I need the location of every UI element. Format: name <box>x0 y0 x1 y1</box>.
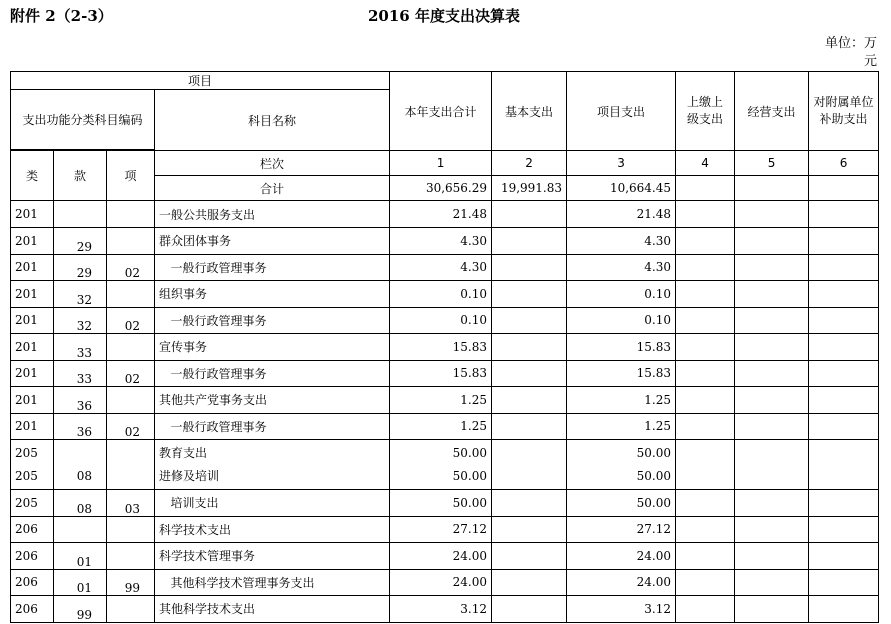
cell-name-text: 一般行政管理事务 <box>170 366 267 381</box>
cell-total: 50.00 <box>390 490 492 517</box>
cell-upper <box>676 543 735 570</box>
col-no-5: 5 <box>735 151 809 176</box>
cell-total: 1.25 <box>390 387 492 414</box>
cell-total: 15.83 <box>390 360 492 387</box>
cell-upper <box>676 334 735 361</box>
cell-name-text: 组织事务 <box>159 287 208 302</box>
cell-total: 0.10 <box>390 307 492 334</box>
cell-basic <box>492 307 567 334</box>
header-upper <box>676 72 735 151</box>
cell-business <box>735 543 809 570</box>
cell-kuan: 01 <box>54 569 107 596</box>
cell-name-text: 培训支出 <box>170 496 219 511</box>
cell-lei: 201 <box>11 307 54 334</box>
indent <box>159 576 170 590</box>
header-func-code: 支出功能分类科目编码 <box>11 90 155 150</box>
table-row <box>11 413 879 440</box>
indent <box>159 367 170 381</box>
cell-name <box>155 440 390 490</box>
cell-basic <box>492 543 567 570</box>
cell-lei: 201 <box>11 413 54 440</box>
summary-subsidy <box>809 176 879 201</box>
cell-xiang <box>107 387 155 414</box>
table-row <box>11 307 879 334</box>
cell-project: 15.83 <box>567 334 676 361</box>
cell-upper <box>676 569 735 596</box>
cell-name-text: 一般行政管理事务 <box>170 313 267 328</box>
cell-lei: 205 <box>11 490 54 517</box>
cell-name <box>155 569 390 596</box>
cell-basic <box>492 201 567 228</box>
summary-upper <box>676 176 735 201</box>
cell-kuan: 33 <box>54 334 107 361</box>
cell-kuan: 32 <box>54 307 107 334</box>
cell-kuan-line-1 <box>58 442 92 465</box>
cell-name-text: 群众团体事务 <box>159 234 232 249</box>
cell-kuan: 32 <box>54 281 107 308</box>
cell-subsidy <box>809 387 879 414</box>
cell-kuan: 36 <box>54 413 107 440</box>
cell-total: 15.83 <box>390 334 492 361</box>
cell-basic <box>492 596 567 623</box>
cell-xiang <box>107 543 155 570</box>
cell-basic <box>492 440 567 490</box>
cell-subsidy <box>809 516 879 543</box>
cell-upper <box>676 307 735 334</box>
table-row <box>11 596 879 623</box>
cell-upper <box>676 281 735 308</box>
cell-upper <box>676 490 735 517</box>
col-no-2: 2 <box>492 151 567 176</box>
cell-basic <box>492 387 567 414</box>
header-subject-name: 科目名称 <box>155 90 390 151</box>
cell-total-line-1: 50.00 <box>452 445 488 460</box>
header-basic: 基本支出 <box>492 72 567 151</box>
cell-business <box>735 596 809 623</box>
cell-xiang: 02 <box>107 254 155 281</box>
summary-project: 10,664.45 <box>567 176 676 201</box>
cell-subsidy <box>809 596 879 623</box>
cell-kuan: 29 <box>54 254 107 281</box>
cell-xiang <box>107 281 155 308</box>
cell-xiang: 02 <box>107 360 155 387</box>
cell-xiang <box>107 596 155 623</box>
unit-label: 单位：万元 <box>824 36 877 69</box>
table-row <box>11 440 879 490</box>
cell-total-line-2: 50.00 <box>452 468 488 483</box>
cell-basic <box>492 334 567 361</box>
cell-lei <box>11 440 54 490</box>
cell-xiang <box>107 228 155 255</box>
summary-business <box>735 176 809 201</box>
col-no-4: 4 <box>676 151 735 176</box>
cell-subsidy <box>809 201 879 228</box>
cell-total: 4.30 <box>390 228 492 255</box>
cell-project: 15.83 <box>567 360 676 387</box>
header-xiang: 项 <box>107 151 155 201</box>
cell-total: 24.00 <box>390 569 492 596</box>
cell-kuan <box>54 516 107 543</box>
summary-label: 合计 <box>155 176 390 201</box>
table-row <box>11 516 879 543</box>
cell-total: 0.10 <box>390 281 492 308</box>
cell-basic <box>492 360 567 387</box>
cell-name-text: 科学技术支出 <box>159 522 232 537</box>
attachment-label: 附件 2（2-3） <box>10 7 113 25</box>
table-row <box>11 387 879 414</box>
cell-project-line-2: 50.00 <box>636 468 672 483</box>
cell-subsidy <box>809 281 879 308</box>
cell-upper <box>676 201 735 228</box>
cell-name-text: 一般行政管理事务 <box>170 419 267 434</box>
cell-business <box>735 569 809 596</box>
cell-total: 3.12 <box>390 596 492 623</box>
cell-business <box>735 254 809 281</box>
cell-name <box>155 334 390 361</box>
cell-name-text: 一般公共服务支出 <box>159 207 256 222</box>
cell-upper <box>676 360 735 387</box>
cell-lei: 201 <box>11 387 54 414</box>
cell-project-line-1: 50.00 <box>636 445 672 460</box>
cell-lei: 206 <box>11 543 54 570</box>
cell-kuan: 36 <box>54 387 107 414</box>
indent <box>159 261 170 275</box>
cell-kuan: 08 <box>54 490 107 517</box>
cell-total: 4.30 <box>390 254 492 281</box>
cell-kuan-line-2: 08 <box>76 468 92 483</box>
cell-kuan: 33 <box>54 360 107 387</box>
cell-business <box>735 516 809 543</box>
cell-name-text: 其他科学技术支出 <box>159 602 256 617</box>
header-subsidy <box>809 72 879 151</box>
cell-total: 1.25 <box>390 413 492 440</box>
header-subsidy-text: 对附属单位补助支出 <box>813 95 874 126</box>
cell-name-text: 宣传事务 <box>159 340 208 355</box>
cell-total: 24.00 <box>390 543 492 570</box>
cell-lei: 201 <box>11 281 54 308</box>
cell-lei: 201 <box>11 334 54 361</box>
cell-business <box>735 307 809 334</box>
cell-name <box>155 543 390 570</box>
cell-name <box>155 281 390 308</box>
cell-name <box>155 387 390 414</box>
cell-upper <box>676 440 735 490</box>
cell-xiang <box>107 440 155 490</box>
cell-kuan: 01 <box>54 543 107 570</box>
cell-project: 0.10 <box>567 307 676 334</box>
cell-upper <box>676 413 735 440</box>
col-no-3: 3 <box>567 151 676 176</box>
cell-upper <box>676 254 735 281</box>
cell-basic <box>492 254 567 281</box>
cell-subsidy <box>809 490 879 517</box>
cell-project: 1.25 <box>567 387 676 414</box>
header-business: 经营支出 <box>735 72 809 151</box>
cell-lei: 201 <box>11 201 54 228</box>
table-body <box>11 201 879 623</box>
cell-kuan: 99 <box>54 596 107 623</box>
cell-business <box>735 281 809 308</box>
cell-project: 50.00 <box>567 490 676 517</box>
cell-subsidy <box>809 228 879 255</box>
table-row <box>11 201 879 228</box>
header-total: 本年支出合计 <box>390 72 492 151</box>
header-lei: 类 <box>11 151 54 201</box>
cell-name <box>155 201 390 228</box>
cell-name <box>155 596 390 623</box>
indent <box>159 314 170 328</box>
cell-lei: 206 <box>11 516 54 543</box>
cell-name <box>155 516 390 543</box>
cell-subsidy <box>809 413 879 440</box>
cell-name <box>155 228 390 255</box>
cell-subsidy <box>809 543 879 570</box>
cell-basic <box>492 516 567 543</box>
cell-name-line-1: 教育支出 <box>159 445 208 460</box>
cell-business <box>735 334 809 361</box>
cell-project: 1.25 <box>567 413 676 440</box>
cell-business <box>735 360 809 387</box>
cell-upper <box>676 596 735 623</box>
table-row <box>11 281 879 308</box>
cell-total: 21.48 <box>390 201 492 228</box>
cell-name <box>155 413 390 440</box>
cell-project: 4.30 <box>567 254 676 281</box>
cell-lei: 201 <box>11 228 54 255</box>
col-no-6: 6 <box>809 151 879 176</box>
cell-project: 21.48 <box>567 201 676 228</box>
cell-xiang: 02 <box>107 307 155 334</box>
header-upper-text: 上缴上级支出 <box>687 95 724 126</box>
table-row <box>11 254 879 281</box>
cell-name <box>155 254 390 281</box>
cell-business <box>735 490 809 517</box>
header-project: 项目支出 <box>567 72 676 151</box>
cell-basic <box>492 569 567 596</box>
cell-business <box>735 228 809 255</box>
expenditure-table <box>10 71 879 623</box>
cell-upper <box>676 516 735 543</box>
cell-lei: 206 <box>11 596 54 623</box>
cell-name-text: 其他科学技术管理事务支出 <box>170 575 315 590</box>
summary-total: 30,656.29 <box>390 176 492 201</box>
cell-project: 24.00 <box>567 569 676 596</box>
cell-name-text: 其他共产党事务支出 <box>159 393 268 408</box>
indent <box>159 496 170 510</box>
cell-kuan: 29 <box>54 228 107 255</box>
cell-xiang: 03 <box>107 490 155 517</box>
cell-kuan <box>54 201 107 228</box>
cell-name <box>155 490 390 517</box>
cell-project <box>567 440 676 490</box>
table-row <box>11 490 879 517</box>
cell-kuan <box>54 440 107 490</box>
cell-project: 27.12 <box>567 516 676 543</box>
table-row <box>11 569 879 596</box>
cell-business <box>735 201 809 228</box>
cell-lei: 206 <box>11 569 54 596</box>
cell-name <box>155 360 390 387</box>
cell-xiang <box>107 334 155 361</box>
cell-basic <box>492 228 567 255</box>
cell-upper <box>676 387 735 414</box>
cell-xiang: 99 <box>107 569 155 596</box>
col-no-1: 1 <box>390 151 492 176</box>
cell-name-text: 一般行政管理事务 <box>170 260 267 275</box>
summary-basic: 19,991.83 <box>492 176 567 201</box>
cell-business <box>735 413 809 440</box>
cell-project: 3.12 <box>567 596 676 623</box>
cell-total <box>390 440 492 490</box>
table-row <box>11 543 879 570</box>
cell-business <box>735 440 809 490</box>
cell-lei-line-2: 205 <box>15 468 38 483</box>
cell-lei: 201 <box>11 360 54 387</box>
header-kuan: 款 <box>54 151 107 201</box>
cell-name <box>155 307 390 334</box>
table-row <box>11 334 879 361</box>
cell-upper <box>676 228 735 255</box>
table-row <box>11 228 879 255</box>
cell-name-text: 科学技术管理事务 <box>159 549 256 564</box>
cell-subsidy <box>809 360 879 387</box>
cell-basic <box>492 490 567 517</box>
cell-lei: 201 <box>11 254 54 281</box>
cell-project: 0.10 <box>567 281 676 308</box>
cell-subsidy <box>809 254 879 281</box>
cell-total: 27.12 <box>390 516 492 543</box>
cell-project: 4.30 <box>567 228 676 255</box>
table-row <box>11 360 879 387</box>
cell-lei-line-1: 205 <box>15 445 38 460</box>
cell-subsidy <box>809 307 879 334</box>
header-item: 项目 <box>11 72 390 90</box>
page-title: 2016 年度支出决算表 <box>368 7 520 25</box>
cell-xiang <box>107 201 155 228</box>
header-lanci: 栏次 <box>155 151 390 176</box>
cell-project: 24.00 <box>567 543 676 570</box>
cell-xiang <box>107 516 155 543</box>
indent <box>159 420 170 434</box>
cell-basic <box>492 413 567 440</box>
cell-subsidy <box>809 569 879 596</box>
cell-name-line-2: 进修及培训 <box>159 468 220 483</box>
cell-basic <box>492 281 567 308</box>
cell-xiang: 02 <box>107 413 155 440</box>
cell-subsidy <box>809 334 879 361</box>
cell-subsidy <box>809 440 879 490</box>
cell-business <box>735 387 809 414</box>
